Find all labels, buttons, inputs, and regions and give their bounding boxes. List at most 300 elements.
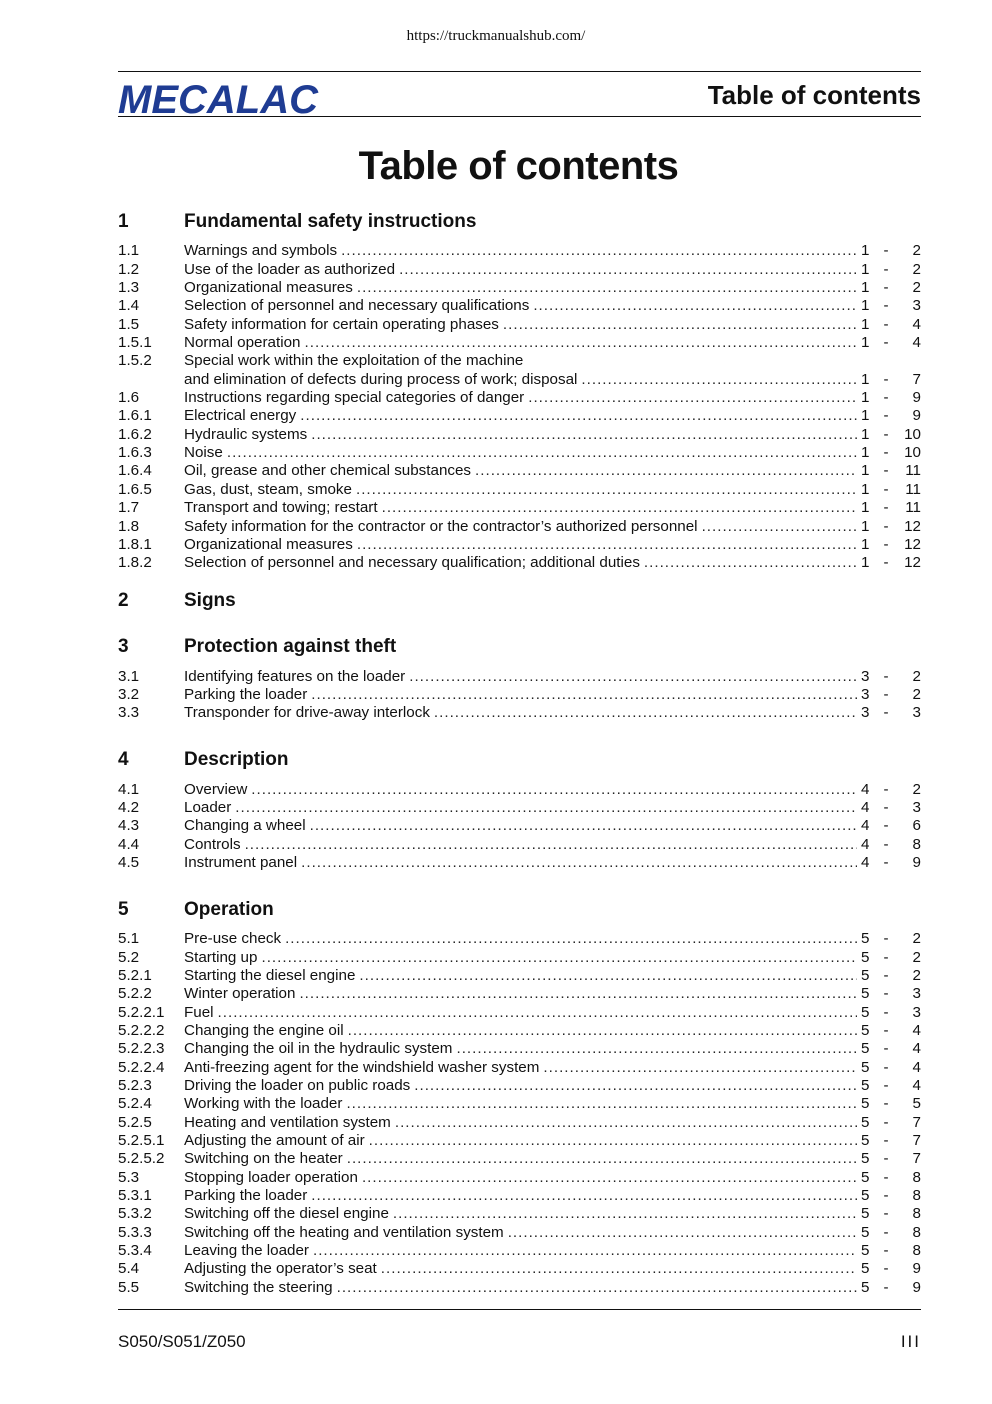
entry-page-number: 12 <box>904 535 921 553</box>
entry-body <box>184 1004 921 1022</box>
entry-chapter-number: 1 <box>861 444 870 462</box>
page-separator: - <box>883 260 889 278</box>
entry-body <box>184 949 921 967</box>
entry-page-number: 2 <box>912 966 921 984</box>
toc-entry-list <box>118 780 921 872</box>
header-title: Table of contents <box>707 80 921 110</box>
dot-leader <box>359 967 857 985</box>
entry-page-number: 3 <box>912 1003 921 1021</box>
dot-leader <box>456 1040 857 1058</box>
entry-page-ref <box>857 704 921 722</box>
entry-page-number: 7 <box>912 370 921 388</box>
section-spacer <box>118 572 921 590</box>
toc-entry[interactable] <box>118 1242 921 1260</box>
toc-entry-list <box>118 667 921 722</box>
entry-title: Warnings and symbols <box>184 242 338 260</box>
page-separator: - <box>883 835 889 853</box>
entry-body <box>184 499 921 517</box>
entry-title: Switching the steering <box>184 1278 333 1296</box>
entry-page-ref <box>857 854 921 872</box>
section-heading[interactable] <box>118 899 921 927</box>
dot-leader <box>337 1279 857 1297</box>
entry-page-number: 8 <box>912 835 921 853</box>
entry-title: and elimination of defects during process of work; disposal <box>184 370 578 388</box>
entry-page-ref <box>857 481 921 499</box>
entry-chapter-number: 5 <box>861 930 870 948</box>
dot-leader <box>235 799 857 817</box>
entry-page-number: 2 <box>912 242 921 260</box>
footer-model: S050/S051/Z050 <box>118 1332 246 1351</box>
entry-title: Pre-use check <box>184 930 282 948</box>
toc-entry[interactable] <box>118 835 921 853</box>
toc-entry[interactable] <box>118 1040 921 1058</box>
toc-entry[interactable] <box>118 930 921 948</box>
toc-entry[interactable] <box>118 1168 921 1186</box>
toc-entry[interactable] <box>118 967 921 985</box>
entry-title: Noise <box>184 444 223 462</box>
entry-number: 5.2.2.4 <box>118 1058 165 1076</box>
entry-title: Oil, grease and other chemical substances <box>184 462 472 480</box>
entry-title: Winter operation <box>184 985 296 1003</box>
toc-section <box>118 572 921 618</box>
entry-page-number: 2 <box>912 948 921 966</box>
entry-chapter-number: 1 <box>861 370 870 388</box>
page-separator: - <box>883 1205 889 1223</box>
entry-body <box>184 930 921 948</box>
entry-number: 5.2.2.3 <box>118 1040 165 1058</box>
entry-page-number: 7 <box>912 1132 921 1150</box>
entry-chapter-number: 5 <box>861 1205 870 1223</box>
dot-leader <box>299 985 857 1003</box>
footer-page-number: III <box>900 1332 921 1351</box>
footer-rule <box>118 1309 921 1310</box>
entry-page-number: 3 <box>912 704 921 722</box>
toc-entry[interactable] <box>118 1150 921 1168</box>
entry-title: Starting the diesel engine <box>184 966 356 984</box>
toc-entry[interactable] <box>118 315 921 333</box>
entry-body <box>184 536 921 554</box>
page-separator: - <box>883 499 889 517</box>
entry-page-number: 4 <box>912 1077 921 1095</box>
entry-page-ref <box>857 554 921 572</box>
toc-entry[interactable] <box>118 279 921 297</box>
entry-body <box>184 1205 921 1223</box>
entry-number: 5.3 <box>118 1168 140 1186</box>
page-separator: - <box>883 1223 889 1241</box>
entry-title: Use of the loader as authorized <box>184 260 396 278</box>
entry-page-ref <box>857 1040 921 1058</box>
entry-page-ref <box>857 1004 921 1022</box>
entry-title: Fuel <box>184 1003 214 1021</box>
entry-number: 3.3 <box>118 704 140 722</box>
entry-page-ref <box>857 1242 921 1260</box>
entry-number: 1.1 <box>118 242 140 260</box>
entry-title: Leaving the loader <box>184 1242 309 1260</box>
dot-leader <box>261 949 857 967</box>
dot-leader <box>356 481 857 499</box>
section-title: Signs <box>184 590 236 612</box>
entry-chapter-number: 4 <box>861 798 870 816</box>
entry-number: 5.3.4 <box>118 1242 152 1260</box>
toc-entry[interactable] <box>118 480 921 498</box>
dot-leader <box>311 1187 857 1205</box>
entry-body <box>184 518 921 536</box>
toc-entry[interactable] <box>118 1223 921 1241</box>
entry-number: 1.7 <box>118 499 140 517</box>
section-spacer <box>118 618 921 636</box>
entry-number: 1.8 <box>118 517 140 535</box>
toc-entry[interactable] <box>118 985 921 1003</box>
entry-page-ref <box>857 389 921 407</box>
entry-chapter-number: 1 <box>861 462 870 480</box>
entry-body <box>184 1132 921 1150</box>
section-spacer <box>118 722 921 749</box>
entry-page-ref <box>857 1224 921 1242</box>
toc-entry[interactable] <box>118 1187 921 1205</box>
page-separator: - <box>883 1040 889 1058</box>
entry-body <box>184 817 921 835</box>
toc-entry[interactable] <box>118 444 921 462</box>
entry-number: 1.5.1 <box>118 334 152 352</box>
toc-entry[interactable] <box>118 704 921 722</box>
entry-body <box>184 1187 921 1205</box>
page-separator: - <box>883 1095 889 1113</box>
toc-entry[interactable] <box>118 260 921 278</box>
entry-chapter-number: 5 <box>861 1132 870 1150</box>
section-number: 4 <box>118 749 129 771</box>
page-separator: - <box>883 242 889 260</box>
toc-entry[interactable] <box>118 517 921 535</box>
entry-number: 1.2 <box>118 260 140 278</box>
entry-page-ref <box>857 1059 921 1077</box>
entry-page-number: 11 <box>905 499 921 517</box>
page-separator: - <box>883 480 889 498</box>
entry-page-ref <box>857 316 921 334</box>
entry-title: Changing a wheel <box>184 817 306 835</box>
dot-leader <box>393 1205 857 1223</box>
entry-page-number: 9 <box>912 1278 921 1296</box>
entry-page-number: 8 <box>912 1242 921 1260</box>
entry-page-ref <box>857 261 921 279</box>
toc-entry[interactable] <box>118 352 921 370</box>
dot-leader <box>341 242 857 260</box>
entry-page-ref <box>857 1187 921 1205</box>
dot-leader <box>311 686 857 704</box>
entry-chapter-number: 1 <box>861 480 870 498</box>
toc-entry[interactable] <box>118 554 921 572</box>
entry-page-ref <box>857 371 921 389</box>
toc-entry[interactable] <box>118 667 921 685</box>
toc-section <box>118 618 921 722</box>
entry-chapter-number: 4 <box>861 835 870 853</box>
entry-chapter-number: 5 <box>861 948 870 966</box>
page-separator: - <box>883 297 889 315</box>
dot-leader <box>227 444 857 462</box>
entry-page-number: 5 <box>912 1095 921 1113</box>
entry-title: Starting up <box>184 948 258 966</box>
page-separator: - <box>883 389 889 407</box>
entry-page-number: 2 <box>912 780 921 798</box>
entry-chapter-number: 5 <box>861 1003 870 1021</box>
entry-page-ref <box>857 1260 921 1278</box>
entry-number: 4.4 <box>118 835 140 853</box>
dot-leader <box>311 426 857 444</box>
entry-number: 5.2.1 <box>118 966 152 984</box>
entry-title: Special work within the exploitation of the machine <box>184 352 524 370</box>
entry-page-ref <box>857 407 921 425</box>
page-separator: - <box>883 1150 889 1168</box>
toc-entry[interactable] <box>118 370 921 388</box>
dot-leader <box>702 518 857 536</box>
entry-page-number: 7 <box>912 1150 921 1168</box>
toc-entry[interactable] <box>118 1022 921 1040</box>
entry-chapter-number: 4 <box>861 853 870 871</box>
entry-page-number: 9 <box>912 407 921 425</box>
entry-number: 5.5 <box>118 1278 140 1296</box>
entry-page-ref <box>857 985 921 1003</box>
entry-page-number: 3 <box>912 985 921 1003</box>
page-separator: - <box>883 930 889 948</box>
entry-body <box>184 371 921 389</box>
toc-entry[interactable] <box>118 389 921 407</box>
page-separator: - <box>883 667 889 685</box>
toc-section <box>118 722 921 872</box>
toc-section <box>118 872 921 1297</box>
dot-leader <box>301 854 857 872</box>
entry-body <box>184 781 921 799</box>
entry-title: Switching on the heater <box>184 1150 343 1168</box>
page-separator: - <box>883 966 889 984</box>
entry-page-number: 9 <box>912 389 921 407</box>
section-heading[interactable] <box>118 590 921 618</box>
entry-number: 5.2.5 <box>118 1113 152 1131</box>
entry-page-number: 4 <box>912 1058 921 1076</box>
entry-page-number: 12 <box>904 517 921 535</box>
section-heading[interactable] <box>118 636 921 664</box>
entry-body <box>184 854 921 872</box>
entry-body <box>184 242 921 260</box>
toc-entry[interactable] <box>118 1205 921 1223</box>
header-bottom-rule <box>118 116 921 117</box>
entry-page-ref <box>857 1169 921 1187</box>
entry-chapter-number: 3 <box>861 667 870 685</box>
entry-body <box>184 1022 921 1040</box>
entry-body <box>184 1077 921 1095</box>
page-separator: - <box>883 1077 889 1095</box>
source-url[interactable]: https://truckmanualshub.com/ <box>406 28 586 44</box>
entry-page-number: 6 <box>912 817 921 835</box>
toc-entry[interactable] <box>118 799 921 817</box>
toc-entry[interactable] <box>118 1003 921 1021</box>
dot-leader <box>346 1095 857 1113</box>
dot-leader <box>399 261 857 279</box>
entry-chapter-number: 5 <box>861 1242 870 1260</box>
entry-chapter-number: 5 <box>861 1040 870 1058</box>
entry-body <box>184 316 921 334</box>
dot-leader <box>218 1004 857 1022</box>
entry-page-number: 11 <box>905 480 921 498</box>
entry-page-number: 2 <box>912 279 921 297</box>
entry-page-number: 4 <box>912 1040 921 1058</box>
entry-title: Overview <box>184 780 248 798</box>
entry-page-number: 12 <box>904 554 921 572</box>
page-separator: - <box>883 1168 889 1186</box>
entry-chapter-number: 4 <box>861 780 870 798</box>
entry-page-number: 8 <box>912 1187 921 1205</box>
toc-entry[interactable] <box>118 462 921 480</box>
entry-chapter-number: 1 <box>861 425 870 443</box>
page-separator: - <box>883 444 889 462</box>
toc-entry[interactable] <box>118 1058 921 1076</box>
entry-body <box>184 444 921 462</box>
entry-page-number: 8 <box>912 1223 921 1241</box>
entry-body <box>184 1040 921 1058</box>
entry-title: Selection of personnel and necessary qualification; additional duties <box>184 554 640 572</box>
entry-page-number: 10 <box>904 444 921 462</box>
page-separator: - <box>883 1132 889 1150</box>
entry-chapter-number: 5 <box>861 1022 870 1039</box>
dot-leader <box>395 1114 857 1132</box>
entry-body <box>184 985 921 1003</box>
dot-leader <box>348 1022 857 1040</box>
dot-leader <box>245 836 857 854</box>
entry-page-number: 9 <box>912 853 921 871</box>
entry-chapter-number: 1 <box>861 407 870 425</box>
entry-chapter-number: 1 <box>861 389 870 407</box>
entry-number: 1.6.5 <box>118 480 152 498</box>
entry-chapter-number: 5 <box>861 985 870 1003</box>
entry-title: Loader <box>184 798 232 816</box>
page-separator: - <box>883 370 889 388</box>
entry-body <box>184 1114 921 1132</box>
toc-entry[interactable] <box>118 242 921 260</box>
entry-number: 5.1 <box>118 930 140 948</box>
toc-entry[interactable] <box>118 334 921 352</box>
dot-leader <box>528 389 857 407</box>
entry-body <box>184 704 921 722</box>
dot-leader <box>409 668 857 686</box>
section-number: 2 <box>118 590 129 612</box>
toc-entry[interactable] <box>118 1095 921 1113</box>
entry-chapter-number: 1 <box>861 499 870 517</box>
entry-body <box>184 1260 921 1278</box>
toc-entry[interactable] <box>118 817 921 835</box>
entry-title: Driving the loader on public roads <box>184 1077 411 1095</box>
toc-entry[interactable] <box>118 425 921 443</box>
toc-entry[interactable] <box>118 1132 921 1150</box>
entry-number: 5.2.2.1 <box>118 1003 165 1021</box>
toc-entry[interactable] <box>118 948 921 966</box>
page-separator: - <box>883 1003 889 1021</box>
page-separator: - <box>883 535 889 553</box>
entry-page-number: 2 <box>912 930 921 948</box>
dot-leader <box>381 1260 857 1278</box>
entry-number: 4.5 <box>118 853 140 871</box>
entry-title: Normal operation <box>184 334 301 352</box>
toc-entry[interactable] <box>118 1260 921 1278</box>
section-heading[interactable] <box>118 211 921 239</box>
entry-title: Heating and ventilation system <box>184 1113 391 1131</box>
toc-entry[interactable] <box>118 499 921 517</box>
toc-entry[interactable] <box>118 1077 921 1095</box>
toc-entry[interactable] <box>118 1113 921 1131</box>
page-separator: - <box>883 1242 889 1260</box>
entry-page-ref <box>857 1022 921 1040</box>
entry-page-number: 3 <box>912 297 921 315</box>
entry-chapter-number: 4 <box>861 817 870 835</box>
entry-number: 5.2.2.2 <box>118 1022 165 1039</box>
entry-title: Safety information for the contractor or the contractor’s authorized personnel <box>184 517 698 535</box>
entry-body <box>184 1224 921 1242</box>
entry-page-ref <box>857 518 921 536</box>
entry-title: Working with the loader <box>184 1095 343 1113</box>
entry-body <box>184 554 921 572</box>
entry-chapter-number: 1 <box>861 315 870 333</box>
entry-page-number: 2 <box>912 667 921 685</box>
section-title: Description <box>184 749 289 771</box>
entry-number: 1.6.3 <box>118 444 152 462</box>
dot-leader <box>357 279 857 297</box>
entry-title: Parking the loader <box>184 1187 308 1205</box>
toc-section <box>118 211 921 572</box>
entry-page-number: 4 <box>912 315 921 333</box>
page-separator: - <box>883 517 889 535</box>
toc-entry-list <box>118 242 921 572</box>
entry-chapter-number: 5 <box>861 1223 870 1241</box>
dot-leader <box>581 371 857 389</box>
toc-entry[interactable] <box>118 854 921 872</box>
toc-entry[interactable] <box>118 407 921 425</box>
toc-entry[interactable] <box>118 297 921 315</box>
entry-title: Controls <box>184 835 241 853</box>
dot-leader <box>285 930 857 948</box>
entry-chapter-number: 5 <box>861 1150 870 1168</box>
entry-chapter-number: 1 <box>861 554 870 572</box>
entry-body <box>184 1059 921 1077</box>
entry-number: 1.4 <box>118 297 140 315</box>
entry-title: Organizational measures <box>184 279 353 297</box>
entry-number: 5.3.2 <box>118 1205 152 1223</box>
entry-page-number: 11 <box>905 462 921 480</box>
toc-entry[interactable] <box>118 1278 921 1296</box>
entry-page-number: 8 <box>912 1205 921 1223</box>
entry-page-ref <box>857 836 921 854</box>
entry-body <box>184 334 921 352</box>
dot-leader <box>382 499 857 517</box>
entry-page-number: 8 <box>912 1168 921 1186</box>
dot-leader <box>644 554 857 572</box>
entry-page-number: 2 <box>912 685 921 703</box>
page-separator: - <box>883 1022 889 1039</box>
section-heading[interactable] <box>118 749 921 777</box>
entry-chapter-number: 5 <box>861 1187 870 1205</box>
entry-body <box>184 668 921 686</box>
entry-title: Switching off the diesel engine <box>184 1205 389 1223</box>
toc-entry[interactable] <box>118 686 921 704</box>
entry-chapter-number: 5 <box>861 1058 870 1076</box>
entry-page-ref <box>857 444 921 462</box>
toc-entry[interactable] <box>118 536 921 554</box>
page-separator: - <box>883 315 889 333</box>
toc-entry[interactable] <box>118 780 921 798</box>
dot-leader <box>305 334 858 352</box>
entry-chapter-number: 3 <box>861 704 870 722</box>
entry-body <box>184 481 921 499</box>
dot-leader <box>347 1150 857 1168</box>
dot-leader <box>503 316 857 334</box>
entry-number: 4.2 <box>118 798 140 816</box>
entry-page-ref <box>857 1114 921 1132</box>
